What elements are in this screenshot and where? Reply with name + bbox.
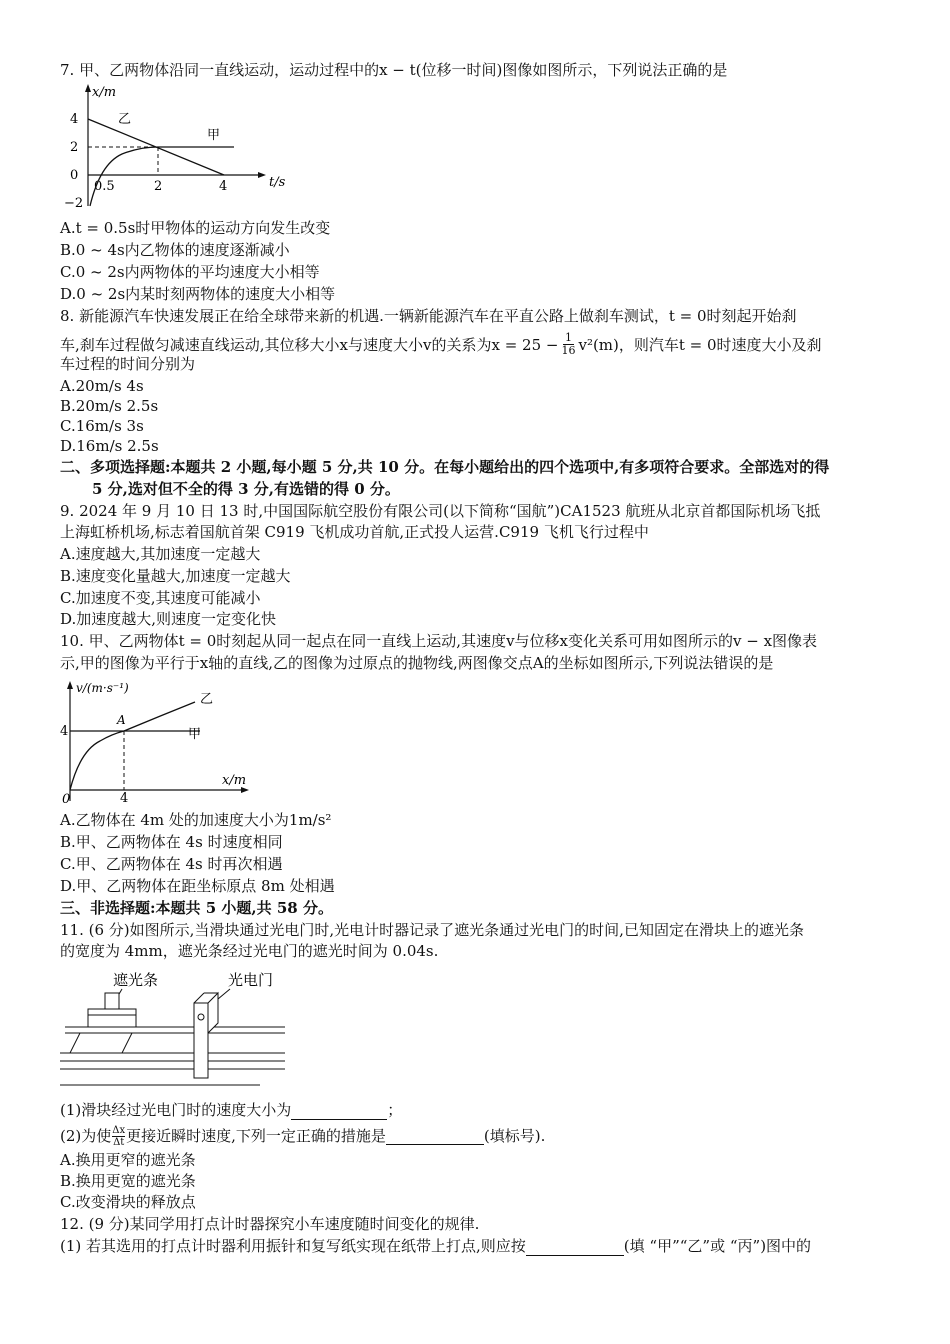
y-axis-arrow bbox=[67, 681, 73, 689]
q12-stem-1: 12. (9 分)某同学用打点计时器探究小车速度随时间变化的规律. bbox=[60, 1215, 480, 1233]
q8-option-c: C.16m/s 3s bbox=[60, 417, 144, 435]
q11-sub2-blank[interactable] bbox=[386, 1128, 484, 1145]
jia-curve bbox=[90, 147, 234, 206]
q10-stem-2: 示,甲的图像为平行于x轴的直线,乙的图像为过原点的抛物线,两图像交点A的坐标如图所示,下列说法错误的是 bbox=[60, 654, 774, 672]
q11-fraction bbox=[112, 1125, 125, 1148]
q7-option-d: D.0 ~ 2s内某时刻两物体的速度大小相等 bbox=[60, 285, 336, 303]
q11-sub1-end: ； bbox=[387, 1101, 403, 1119]
point-a-label: A bbox=[117, 713, 126, 727]
fig-label-photogate: 光电门 bbox=[228, 971, 274, 989]
y-axis-label: x/m bbox=[92, 85, 117, 100]
q11-frac-num: Δx bbox=[112, 1124, 126, 1136]
q9-option-d: D.加速度越大,则速度一定变化快 bbox=[60, 610, 277, 628]
q8-frac-num: 1 bbox=[564, 331, 572, 344]
q10-option-b: B.甲、乙两物体在 4s 时速度相同 bbox=[60, 833, 283, 851]
q11-option-b: B.换用更宽的遮光条 bbox=[60, 1172, 196, 1190]
track-bevel-right bbox=[122, 1033, 132, 1053]
x-axis-arrow bbox=[258, 172, 266, 178]
ytick-2: 2 bbox=[70, 140, 79, 155]
q11-frac-den: Δt bbox=[113, 1136, 125, 1148]
q11-sub2-text-b: 更接近瞬时速度,下列一定正确的措施是 bbox=[126, 1127, 386, 1145]
shading-strip bbox=[105, 993, 119, 1009]
q11-sub1-blank[interactable] bbox=[291, 1103, 387, 1120]
section-3-heading: 三、非选择题:本题共 5 小题,共 58 分。 bbox=[60, 899, 333, 917]
xtick-2: 2 bbox=[154, 179, 163, 194]
q11-option-a: A.换用更窄的遮光条 bbox=[60, 1151, 196, 1169]
photogate-top-edge bbox=[194, 993, 204, 1003]
q11-sub1-text: (1)滑块经过光电门时的速度大小为 bbox=[60, 1101, 292, 1119]
q8-option-a: A.20m/s 4s bbox=[60, 377, 144, 395]
q9-option-b: B.速度变化量越大,加速度一定越大 bbox=[60, 567, 291, 585]
q9-stem-1: 9. 2024 年 9 月 10 日 13 时,中国国际航空股份有限公司(以下简称“国航”)CA1523 航班从北京首都国际机场飞抵 bbox=[60, 502, 821, 520]
q9-option-a: A.速度越大,其加速度一定越大 bbox=[60, 545, 261, 563]
q7-xt-chart bbox=[62, 82, 292, 212]
y-axis-arrow bbox=[85, 84, 91, 92]
q10-option-c: C.甲、乙两物体在 4s 时再次相遇 bbox=[60, 855, 283, 873]
xtick-4: 4 bbox=[219, 179, 228, 194]
x-axis-label: x/m bbox=[222, 773, 247, 788]
q9-stem-2: 上海虹桥机场,标志着国航首架 C919 飞机成功首航,正式投人运营.C919 飞机飞行过程中 bbox=[60, 523, 649, 541]
q8-stem-1: 8. 新能源汽车快速发展正在给全球带来新的机遇.一辆新能源汽车在平直公路上做刹车测试，t = 0时刻起开始刹 bbox=[60, 307, 797, 325]
section-2-heading-cont: 5 分,选对但不全的得 3 分,有选错的得 0 分。 bbox=[92, 480, 400, 498]
pointer-gate bbox=[218, 989, 230, 999]
q11-sub-1 bbox=[60, 1100, 402, 1120]
q8-option-b: B.20m/s 2.5s bbox=[60, 397, 159, 415]
q8-stem-2b: v²(m)，则汽车t = 0时速度大小及刹 bbox=[578, 335, 822, 354]
q11-stem-2: 的宽度为 4mm，遮光条经过光电门的遮光时间为 0.04s. bbox=[60, 942, 439, 960]
q8-stem-2a: 车,刹车过程做匀减速直线运动,其位移大小x与速度大小v的关系为x = 25 − bbox=[60, 335, 559, 354]
q8-option-d: D.16m/s 2.5s bbox=[60, 437, 159, 455]
x-axis-label: t/s bbox=[269, 175, 286, 190]
track-bevel-left bbox=[70, 1033, 80, 1053]
q11-sub2-text-c: (填标号). bbox=[483, 1127, 546, 1145]
q7-option-c: C.0 ~ 2s内两物体的平均速度大小相等 bbox=[60, 263, 320, 281]
q7-stem: 7. 甲、乙两物体沿同一直线运动，运动过程中的x − t(位移一时间)图像如图所示，下列说法正确的是 bbox=[60, 61, 728, 79]
q11-option-c: C.改变滑块的释放点 bbox=[60, 1193, 196, 1211]
q8-stem-3: 车过程的时间分别为 bbox=[60, 355, 196, 373]
section-2-heading: 二、多项选择题:本题共 2 小题,每小题 5 分,共 10 分。在每小题给出的四个选项中,有多项符合要求。全部选对的得 bbox=[60, 458, 830, 476]
y-axis-label: v/(m·s⁻¹) bbox=[76, 681, 129, 695]
xtick-0.5: 0.5 bbox=[94, 179, 115, 194]
label-jia: 甲 bbox=[188, 727, 202, 742]
q8-fraction bbox=[561, 332, 575, 357]
q10-option-a: A.乙物体在 4m 处的加速度大小为1m/s² bbox=[60, 811, 332, 829]
q11-sub2-text-a: (2)为使 bbox=[60, 1127, 112, 1145]
yi-curve bbox=[70, 702, 195, 790]
q7-option-a: A.t = 0.5s时甲物体的运动方向发生改变 bbox=[60, 219, 331, 237]
slider-block bbox=[88, 1009, 136, 1027]
label-yi: 乙 bbox=[200, 692, 214, 707]
xtick-4: 4 bbox=[120, 791, 129, 806]
q12-sub1-text-b: (填 “甲”“乙”或 “丙”)图中的 bbox=[623, 1237, 812, 1255]
q8-frac-den: 16 bbox=[561, 344, 576, 357]
q11-sub-2 bbox=[60, 1123, 545, 1149]
q9-option-c: C.加速度不变,其速度可能减小 bbox=[60, 589, 261, 607]
fig-label-shading-strip: 遮光条 bbox=[113, 971, 159, 989]
q10-vx-chart bbox=[60, 676, 260, 806]
q11-apparatus-figure bbox=[60, 965, 290, 1093]
label-yi: 乙 bbox=[118, 112, 132, 127]
q12-sub1-blank[interactable] bbox=[526, 1239, 624, 1256]
ytick-0: 0 bbox=[70, 168, 79, 183]
q10-stem-1: 10. 甲、乙两物体t = 0时刻起从同一起点在同一直线上运动,其速度v与位移x变化关系可用如图所示的v − x图像表 bbox=[60, 632, 818, 650]
q11-stem-1: 11. (6 分)如图所示,当滑块通过光电门时,光电计时器记录了遮光条通过光电门的时间,已知固定在滑块上的遮光条 bbox=[60, 921, 804, 939]
label-jia: 甲 bbox=[207, 128, 221, 143]
q12-sub-1 bbox=[60, 1236, 811, 1256]
q7-option-b: B.0 ~ 4s内乙物体的速度逐渐减小 bbox=[60, 241, 290, 259]
ytick-4: 4 bbox=[70, 112, 79, 127]
ytick-neg2: −2 bbox=[64, 196, 84, 211]
origin-label: 0 bbox=[62, 792, 71, 806]
ytick-4: 4 bbox=[60, 724, 69, 739]
q12-sub1-text-a: (1) 若其选用的打点计时器利用振针和复写纸实现在纸带上打点,则应按 bbox=[60, 1237, 526, 1255]
q10-option-d: D.甲、乙两物体在距坐标原点 8m 处相遇 bbox=[60, 877, 335, 895]
